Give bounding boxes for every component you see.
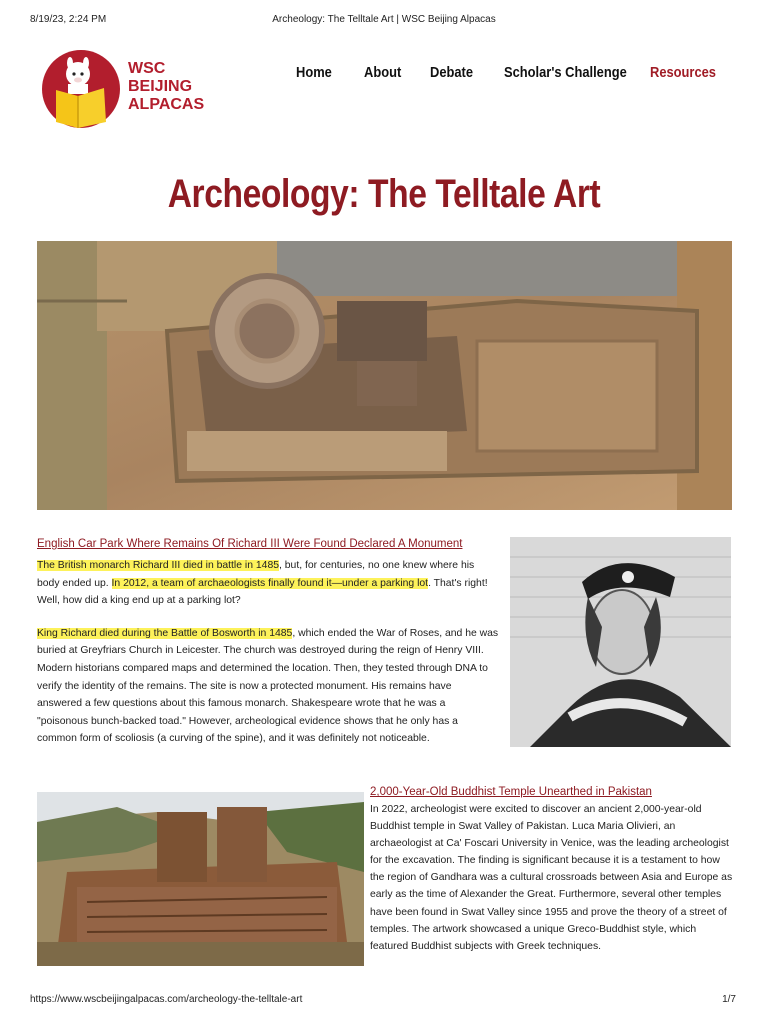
article1-paragraph-1 bbox=[37, 557, 499, 610]
print-url: https://www.wscbeijingalpacas.com/archeology-the-telltale-art bbox=[30, 994, 303, 1005]
print-datetime: 8/19/23, 2:24 PM bbox=[30, 14, 107, 25]
print-page-number: 1/7 bbox=[722, 994, 736, 1005]
article2-link[interactable]: 2,000-Year-Old Buddhist Temple Unearthed in Pakistan bbox=[370, 786, 652, 798]
nav-scholars-challenge[interactable]: Scholar's Challenge bbox=[504, 64, 627, 81]
hero-excavation-image bbox=[37, 241, 732, 510]
logo-line-2: BEIJING bbox=[128, 78, 193, 95]
print-doc-title: Archeology: The Telltale Art | WSC Beijing Alpacas bbox=[272, 14, 496, 25]
highlight: In 2012, a team of archaeologists finally found it—under a parking lot bbox=[111, 577, 429, 589]
nav-about[interactable]: About bbox=[364, 64, 402, 81]
richard-iii-portrait-image bbox=[510, 537, 731, 747]
text-run: , which ended the War of Roses, and he was buried at Greyfriars Church in Leicester. The church was destroyed during the reign of Henry VIII. Modern historians compared maps and determined the location. Then, they tested through DNA to verify the identity of the remains. The site is now a protected monument. His remains have answered a few questions about this famous monarch. Shakespeare wrote that he was a "poisonous bunch-backed toad." However, archeological evidence shows that he only has a common form of scoliosis (a curving of the spine), and it was definitely not noticeable. bbox=[37, 627, 499, 745]
nav-debate[interactable]: Debate bbox=[430, 64, 474, 81]
alpaca-logo-icon bbox=[42, 50, 120, 128]
logo-line-3: ALPACAS bbox=[128, 96, 205, 113]
site-logo[interactable] bbox=[42, 48, 222, 132]
article1-body bbox=[37, 557, 499, 748]
article2-paragraph: In 2022, archeologist were excited to discover an ancient 2,000-year-old Buddhist temple in Swat Valley of Pakistan. Luca Maria Olivieri, an archaeologist at Ca' Foscari University in Venice, was the leading archeologist for the excavation. The finding is significant because it is a testament to how the region of Gandhara was a cultural crossroads between Asia and Europe as early as the time of Alexander the Great. Furthermore, several other temples have been found in Swat Valley since 1955 and prove the theory of a street of temples. The artwork showcased a unique Greco-Buddhist style, which featured Buddhist subjects with Greek techniques. bbox=[370, 804, 733, 952]
nav-resources[interactable]: Resources bbox=[650, 64, 716, 81]
text-run: . That's right! Well, how did a king end up at a parking lot? bbox=[37, 577, 488, 607]
article2-body bbox=[370, 801, 734, 955]
print-header bbox=[0, 14, 768, 28]
page-title: Archeology: The Telltale Art bbox=[167, 172, 601, 216]
article1-link[interactable]: English Car Park Where Remains Of Richard III Were Found Declared A Monument bbox=[37, 538, 463, 550]
nav-home[interactable]: Home bbox=[296, 64, 332, 81]
article1-paragraph-2 bbox=[37, 625, 499, 748]
logo-line-1: WSC bbox=[128, 60, 166, 77]
highlight: The British monarch Richard III died in battle in 1485 bbox=[37, 560, 279, 571]
highlight: King Richard died during the Battle of Bosworth in 1485 bbox=[37, 627, 293, 639]
logo-wordmark bbox=[128, 60, 204, 114]
text-run: , but, for centuries, no one knew where his body ended up. bbox=[37, 560, 475, 589]
buddhist-temple-image bbox=[37, 792, 364, 966]
